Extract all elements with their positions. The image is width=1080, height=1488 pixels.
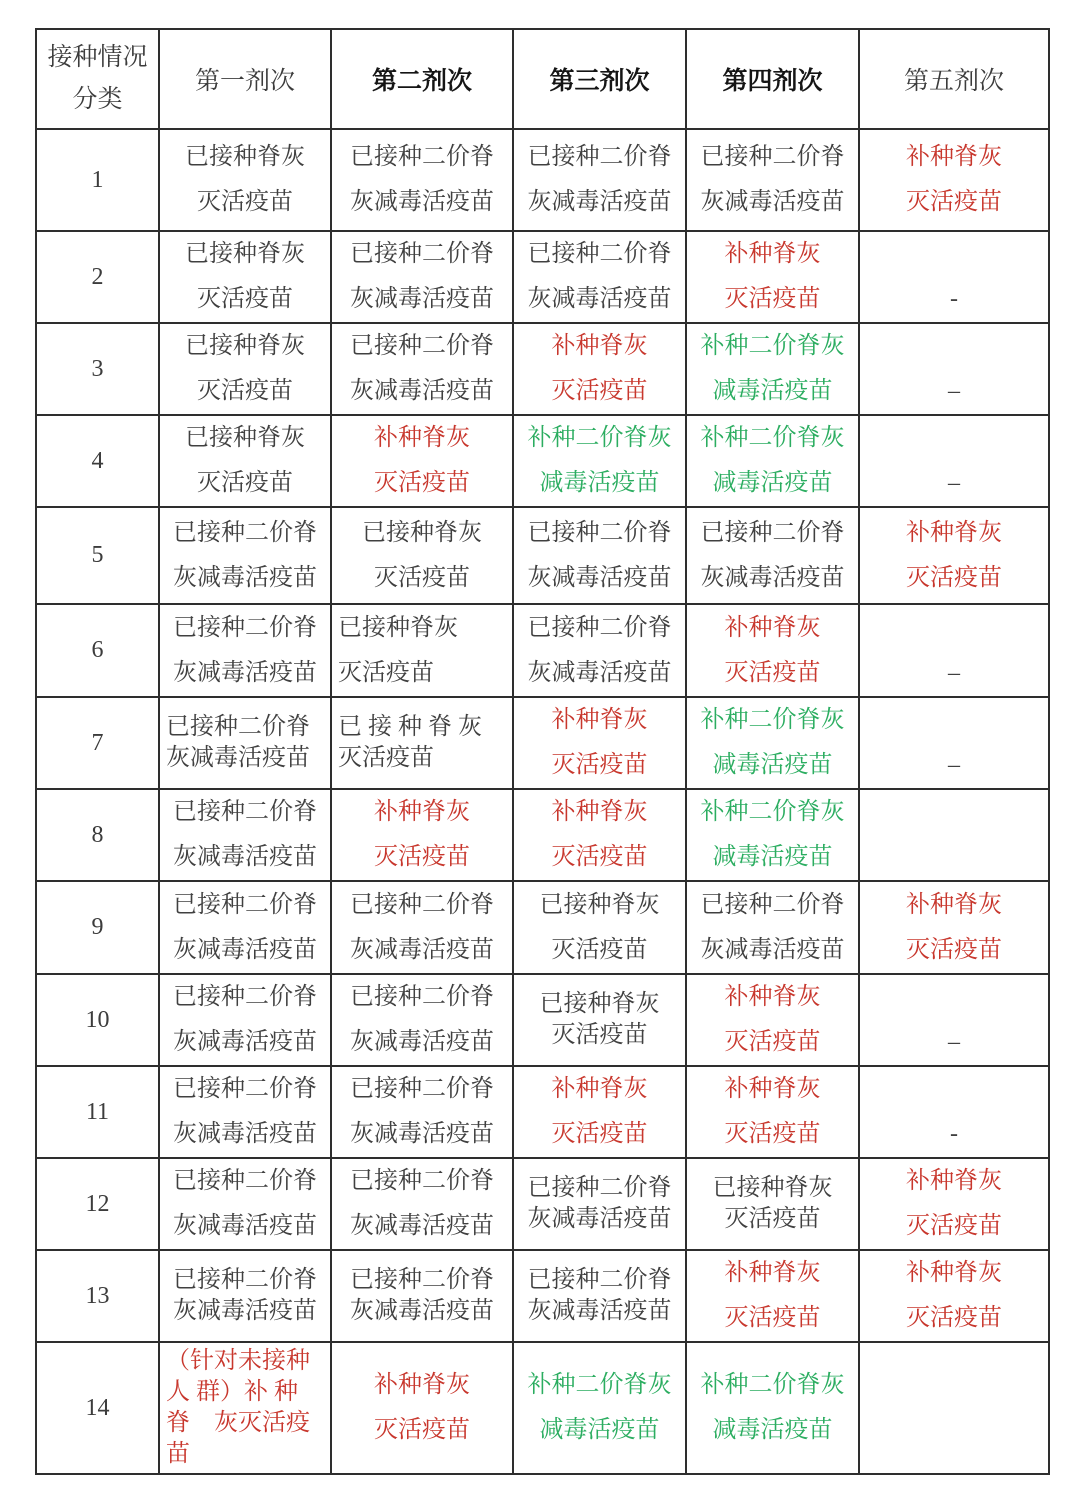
cell-line: （针对未接种 [166,1348,310,1374]
vaccination-catchup-table-wrap [35,28,1050,1475]
cell-line: 灰减毒活疫苗 [173,659,317,686]
cell-line [860,606,1048,651]
table-cell [513,604,686,697]
cell-line: 已接种二价脊 [527,519,672,546]
cell-line: 灰减毒活疫苗 [173,1213,317,1239]
row-number: 13 [36,1250,159,1342]
cell-line: 已接种脊灰 [185,144,305,170]
cell-line: – [948,470,960,496]
table-cell [159,974,331,1066]
table-cell [331,1342,513,1474]
cell-line: 已接种二价脊 [350,891,494,918]
cell-line: 补种二价脊灰 [700,707,845,733]
cell-line: 已接种脊灰 [185,333,305,359]
cell-line: 补种脊灰 [906,519,1002,546]
table-row-10 [36,974,1049,1066]
table-cell [686,1342,859,1474]
table-cell [331,1250,513,1342]
cell-line: 补种二价脊灰 [700,333,845,359]
cell-line: 灭活疫苗 [724,1121,821,1147]
table-cell [513,697,686,789]
cell-line: 已接种二价脊 [173,1076,317,1102]
table-row-7 [36,697,1049,789]
cell-line: 已接种二价脊 [173,1168,317,1194]
cell-line: 补种脊灰 [724,1260,821,1286]
cell-line: 灭活疫苗 [724,1206,821,1232]
cell-line: 灰减毒活疫苗 [350,189,494,215]
header-cell-dose-1: 第一剂次 [159,29,331,129]
cell-line: 补种二价脊灰 [700,799,845,825]
row-number: 9 [36,881,159,974]
table-cell [686,697,859,789]
cell-line: 减毒活疫苗 [712,1417,833,1443]
cell-line [860,416,1048,461]
cell-line: 补种脊灰 [906,1168,1002,1194]
table-row-13 [36,1250,1049,1342]
table-header [36,29,1049,129]
cell-line: 补种脊灰 [551,799,648,825]
table-cell [513,415,686,507]
table-cell [159,1066,331,1158]
cell-line: 已接种脊灰 [185,425,305,451]
table-row-14 [36,1342,1049,1474]
table-cell [159,604,331,697]
vaccination-catchup-table [35,28,1050,1475]
cell-line [860,1067,1048,1112]
cell-line: – [948,378,960,404]
table-cell [331,129,513,231]
cell-line: 补种脊灰 [724,241,821,267]
cell-line: 补种脊灰 [374,425,470,451]
table-row-9 [36,881,1049,974]
cell-line: 减毒活疫苗 [712,378,833,404]
table-cell [159,697,331,789]
cell-line: 灭活疫苗 [724,659,821,686]
cell-line: 灭活疫苗 [906,936,1002,963]
cell-line: 灰减毒活疫苗 [173,564,317,591]
table-cell [686,1250,859,1342]
table-cell [331,604,513,697]
cell-line: 灭活疫苗 [906,1305,1002,1331]
cell-line: – [948,659,960,686]
table-cell [859,415,1049,507]
cell-line: 补种脊灰 [551,333,648,359]
cell-line: 已接种二价脊 [700,144,845,170]
cell-line: 已接种二价脊 [173,519,317,546]
table-row-5 [36,507,1049,604]
cell-line: 已接种二价脊 [350,1076,494,1102]
cell-line: 灰减毒活疫苗 [350,1121,494,1147]
table-cell [859,1342,1049,1474]
cell-line: 灭活疫苗 [197,189,293,215]
cell-line: 已接种二价脊 [350,1168,494,1194]
cell-line: 灭活疫苗 [374,844,470,870]
table-row-11 [36,1066,1049,1158]
table-cell [513,1342,686,1474]
table-cell [686,789,859,881]
table-cell [859,1250,1049,1342]
cell-line: 灭活疫苗 [551,752,648,778]
cell-line: 灭活疫苗 [197,470,293,496]
cell-line: 灭活疫苗 [551,1022,648,1048]
table-row-1 [36,129,1049,231]
cell-line: 已接种二价脊 [350,333,494,359]
cell-line: 灰减毒活疫苗 [527,189,672,215]
cell-line: 补种脊灰 [724,984,821,1010]
cell-line [860,324,1048,369]
cell-line: 灭活疫苗 [374,1417,470,1443]
cell-line: 灭活疫苗 [338,745,434,771]
cell-line: 已接种二价脊 [166,714,310,740]
cell-line: 灭活疫苗 [906,189,1002,215]
table-cell [686,507,859,604]
cell-line: 已接种脊灰 [185,241,305,267]
cell-line: 灰减毒活疫苗 [527,1298,672,1324]
table-cell [331,974,513,1066]
cell-line: 灰减毒活疫苗 [527,659,672,686]
cell-line: 减毒活疫苗 [712,752,833,778]
table-cell [859,974,1049,1066]
cell-line: 已接种脊灰 [539,991,660,1017]
cell-line: 减毒活疫苗 [539,470,660,496]
table-cell [859,789,1049,881]
table-cell [513,129,686,231]
table-cell [331,323,513,415]
table-row-3 [36,323,1049,415]
cell-line: 苗 [166,1441,190,1467]
table-cell [513,507,686,604]
row-number: 11 [36,1066,159,1158]
cell-line: 人 群）补 种 [166,1379,298,1405]
cell-line: 已接种二价脊 [350,144,494,170]
cell-line: 灭活疫苗 [906,1213,1002,1239]
cell-line: 已接种二价脊 [700,519,845,546]
cell-line: 接种情况 [47,44,148,71]
table-row-12 [36,1158,1049,1250]
table-cell [859,604,1049,697]
row-number: 14 [36,1342,159,1474]
cell-line: 已接种二价脊 [527,1267,672,1293]
cell-line: 补种脊灰 [551,707,648,733]
table-cell [513,231,686,323]
table-cell [331,415,513,507]
header-row [36,29,1049,129]
cell-line: 补种脊灰 [906,144,1002,170]
cell-line: 已接种二价脊 [350,241,494,267]
table-cell [686,1158,859,1250]
table-cell [513,881,686,974]
table-cell [859,323,1049,415]
cell-line: 补种脊灰 [906,1260,1002,1286]
table-cell [159,1342,331,1474]
cell-line: 灭活疫苗 [724,286,821,312]
table-cell [686,604,859,697]
table-cell [513,1066,686,1158]
cell-line: 灭活疫苗 [374,470,470,496]
row-number: 4 [36,415,159,507]
cell-line: 补种二价脊灰 [527,425,672,451]
table-cell [331,789,513,881]
cell-line: 灭活疫苗 [906,564,1002,591]
cell-line: – [948,752,960,778]
cell-line: 已接种二价脊 [700,891,845,918]
row-number: 7 [36,697,159,789]
cell-line: 已接种二价脊 [173,984,317,1010]
cell-line: 灰减毒活疫苗 [166,745,310,771]
table-cell [331,697,513,789]
cell-line: 已接种二价脊 [527,614,672,641]
cell-line: 已接种脊灰 [539,891,660,918]
row-number: 2 [36,231,159,323]
table-cell [513,1250,686,1342]
cell-line: 补种脊灰 [551,1076,648,1102]
table-cell [859,231,1049,323]
cell-line: 灭活疫苗 [724,1029,821,1055]
cell-line: 减毒活疫苗 [712,470,833,496]
cell-line: 灰减毒活疫苗 [173,1121,317,1147]
table-cell [859,697,1049,789]
row-number: 3 [36,323,159,415]
table-cell [859,1066,1049,1158]
cell-line [860,698,1048,743]
cell-line: 灰减毒活疫苗 [700,189,845,215]
cell-line: 已接种二价脊 [527,1175,672,1201]
header-cell-category [36,29,159,129]
cell-line: 补种二价脊灰 [527,1372,672,1398]
cell-line: 灭活疫苗 [551,936,648,963]
table-cell [159,129,331,231]
row-number: 1 [36,129,159,231]
cell-line: 灰减毒活疫苗 [350,378,494,404]
cell-line: 灰减毒活疫苗 [350,1213,494,1239]
table-cell [159,1250,331,1342]
cell-line: 已接种脊灰 [712,1175,833,1201]
cell-line: 灭活疫苗 [374,564,470,591]
cell-line: 补种二价脊灰 [700,1372,845,1398]
table-row-4 [36,415,1049,507]
cell-line: 灰减毒活疫苗 [173,936,317,963]
cell-line: 灭活疫苗 [197,378,293,404]
cell-line [860,975,1048,1020]
cell-line: 已接种二价脊 [173,1267,317,1293]
cell-line: 已 接 种 脊 灰 [338,714,482,740]
header-cell-dose-2: 第二剂次 [331,29,513,129]
table-row-8 [36,789,1049,881]
cell-line: 已接种二价脊 [173,891,317,918]
cell-line: 灭活疫苗 [551,844,648,870]
table-cell [686,415,859,507]
cell-line: 补种脊灰 [374,1372,470,1398]
cell-line: 补种脊灰 [906,891,1002,918]
table-cell [859,507,1049,604]
table-cell [331,231,513,323]
table-cell [686,1066,859,1158]
table-cell [331,507,513,604]
cell-line: 灭活疫苗 [197,286,293,312]
cell-line: 已接种脊灰 [338,614,458,641]
cell-line: 已接种二价脊 [527,144,672,170]
cell-line: - [950,286,958,312]
cell-line: 已接种二价脊 [173,799,317,825]
cell-line: 补种脊灰 [724,614,821,641]
table-cell [513,789,686,881]
cell-line: 灭活疫苗 [551,378,648,404]
table-cell [159,323,331,415]
table-cell [686,881,859,974]
cell-line: 灰减毒活疫苗 [350,286,494,312]
row-number: 8 [36,789,159,881]
table-cell [686,323,859,415]
cell-line: 灰减毒活疫苗 [350,1298,494,1324]
cell-line: 灰减毒活疫苗 [700,936,845,963]
cell-line: 补种脊灰 [374,799,470,825]
table-cell [331,881,513,974]
cell-line: 减毒活疫苗 [539,1417,660,1443]
cell-line: 已接种二价脊 [527,241,672,267]
cell-line: 灰减毒活疫苗 [350,1029,494,1055]
cell-line: 补种二价脊灰 [700,425,845,451]
header-cell-dose-5: 第五剂次 [859,29,1049,129]
cell-line: 减毒活疫苗 [712,844,833,870]
cell-line: 灭活疫苗 [338,659,434,686]
cell-line [860,232,1048,277]
table-cell [159,1158,331,1250]
table-cell [331,1066,513,1158]
table-cell [686,129,859,231]
cell-line: – [948,1029,960,1055]
cell-line: 灰减毒活疫苗 [527,564,672,591]
header-cell-dose-4: 第四剂次 [686,29,859,129]
table-cell [159,881,331,974]
table-cell [331,1158,513,1250]
cell-line: 补种脊灰 [724,1076,821,1102]
table-cell [513,323,686,415]
cell-line: 灰减毒活疫苗 [527,286,672,312]
table-cell [686,231,859,323]
table-row-2 [36,231,1049,323]
cell-line: 分类 [72,86,123,113]
row-number: 6 [36,604,159,697]
cell-line: 脊 灰灭活疫 [166,1410,310,1436]
cell-line: 灰减毒活疫苗 [173,1029,317,1055]
table-cell [159,231,331,323]
table-cell [513,974,686,1066]
row-number: 10 [36,974,159,1066]
cell-line: 已接种二价脊 [173,614,317,641]
table-cell [686,974,859,1066]
cell-line: 灰减毒活疫苗 [700,564,845,591]
table-body [36,129,1049,1474]
cell-line: 灰减毒活疫苗 [527,1206,672,1232]
table-cell [859,881,1049,974]
row-number: 5 [36,507,159,604]
cell-line: 灰减毒活疫苗 [173,1298,317,1324]
table-cell [859,1158,1049,1250]
cell-line: 灭活疫苗 [551,1121,648,1147]
table-cell [159,415,331,507]
table-row-6 [36,604,1049,697]
row-number: 12 [36,1158,159,1250]
table-cell [159,507,331,604]
cell-line: 灭活疫苗 [724,1305,821,1331]
cell-line: 已接种脊灰 [362,519,482,546]
cell-line: 灰减毒活疫苗 [173,844,317,870]
table-cell [859,129,1049,231]
cell-line: 已接种二价脊 [350,984,494,1010]
cell-line: 已接种二价脊 [350,1267,494,1293]
header-cell-dose-3: 第三剂次 [513,29,686,129]
cell-line: - [950,1121,958,1147]
table-cell [513,1158,686,1250]
cell-line: 灰减毒活疫苗 [350,936,494,963]
table-cell [159,789,331,881]
